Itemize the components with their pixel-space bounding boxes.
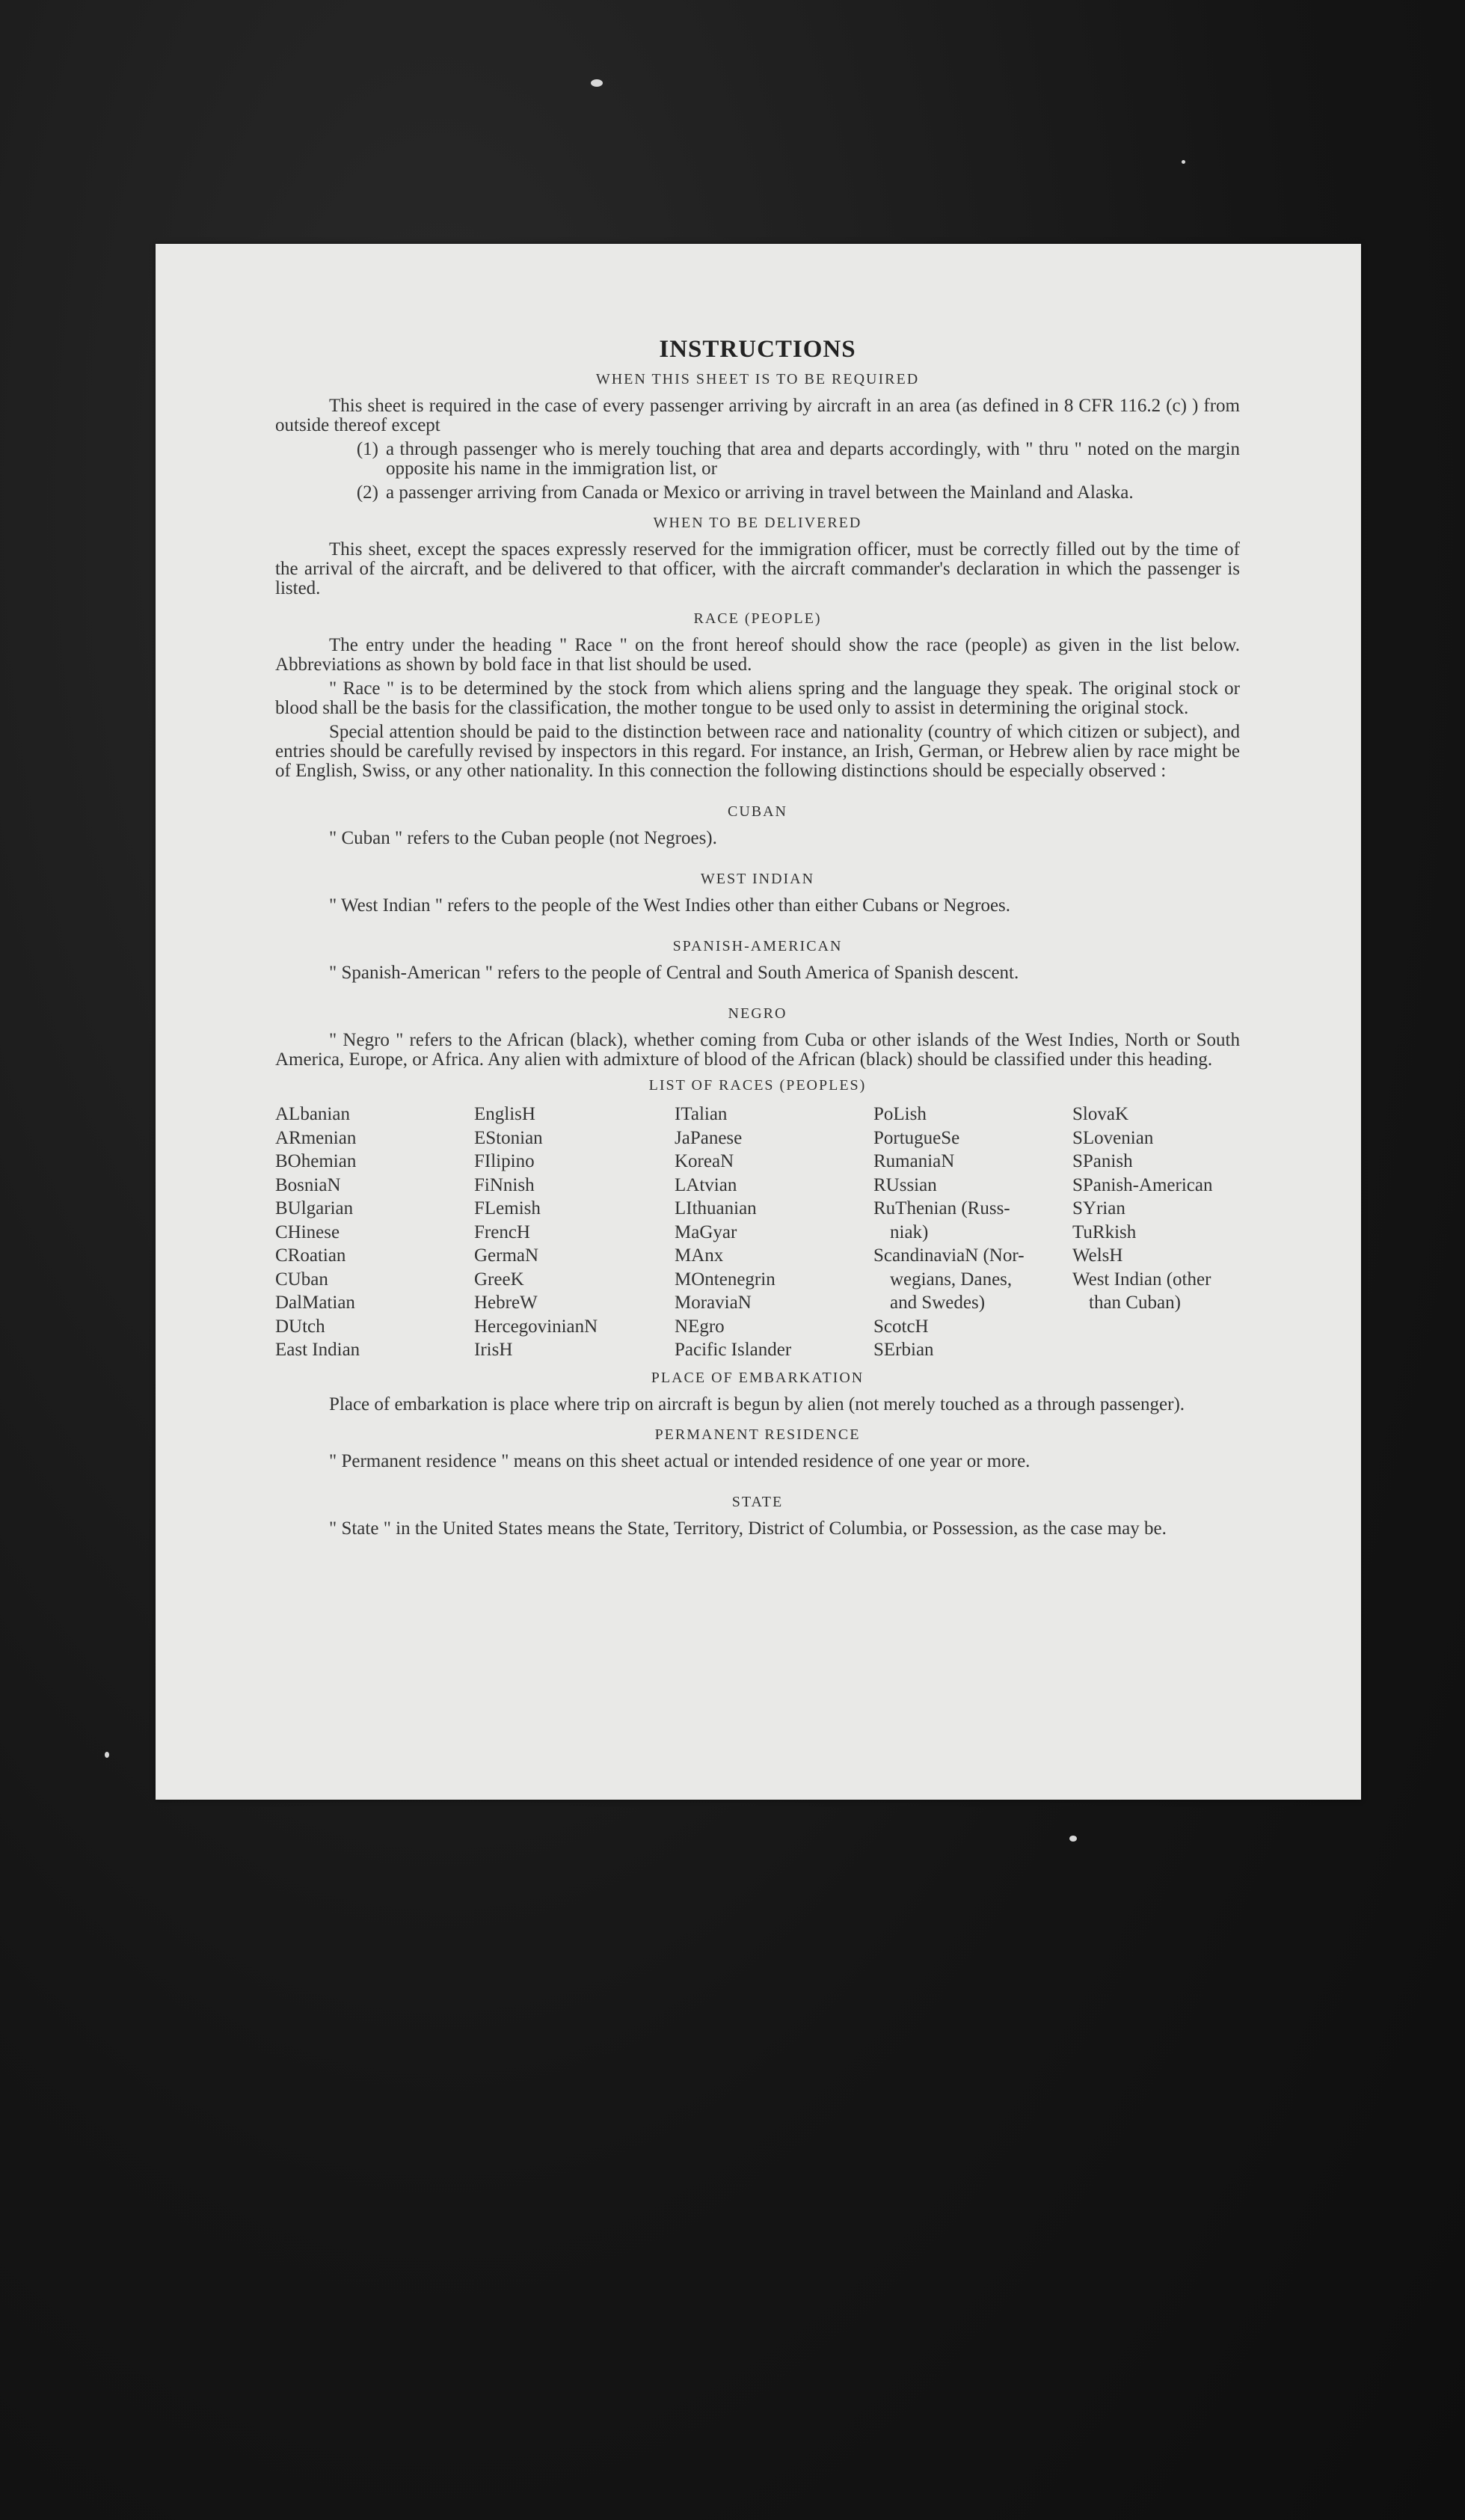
race-entry: JaPanese [675,1127,743,1148]
race-entry: FLemish [474,1198,541,1218]
race-entry: CUban [275,1269,328,1290]
race-entry: RumaniaN [873,1151,955,1171]
exception-number: (1) [356,439,378,459]
race-entry: CHinese [275,1221,340,1242]
section-heading-when-delivered: WHEN TO BE DELIVERED [653,515,862,531]
spanish-american-text: " Spanish-American " refers to the people of Central and South America of Spanish descent. [329,963,1019,983]
scan-speck [1182,160,1185,164]
race-entry: GreeK [474,1269,524,1290]
scan-speck [105,1752,109,1758]
race-entry: and Swedes) [890,1293,986,1313]
section-heading-state: STATE [731,1493,784,1510]
race-paragraph-1: The entry under the heading " Race " on the front hereof should show the race (people) as given in the list below. Abbreviations as shown by bold face in that list should be used. [275,635,1240,675]
race-entry: WelsH [1072,1245,1123,1266]
race-entry: FrencH [474,1221,530,1242]
when-required-intro: This sheet is required in the case of every passenger arriving by aircraft in an area (as defined in 8 CFR 116.2 (c) ) from outside thereof except [275,396,1240,435]
race-entry: FiNnish [474,1174,535,1195]
exception-text: a through passenger who is merely touching that area and departs accordingly, with " thru " noted on the margin opposite his name in the immigration list, or [386,439,1240,479]
race-entry: SPanish-American [1072,1174,1213,1195]
race-entry: RUssian [873,1174,937,1195]
west-indian-text: " West Indian " refers to the people of the West Indies other than either Cubans or Negroes. [329,895,1011,916]
race-entry: CRoatian [275,1245,346,1266]
race-entry: MoraviaN [675,1293,752,1313]
race-entry: BosniaN [275,1174,341,1195]
race-entry: SLovenian [1072,1127,1154,1148]
race-entry: Pacific Islander [675,1340,792,1360]
race-entry: BUlgarian [275,1198,354,1218]
race-entry: MaGyar [675,1221,737,1242]
instruction-sheet [156,244,1361,1800]
race-entry: wegians, Danes, [890,1269,1013,1290]
race-entry: LIthuanian [675,1198,757,1218]
race-entry: DUtch [275,1316,325,1337]
scan-speck [591,79,603,87]
race-entry: PoLish [873,1104,927,1124]
race-column [873,1103,1072,1362]
race-paragraph-2: " Race " is to be determined by the stock from which aliens spring and the language they speak. The original stock or blood shall be the basis for the classification, the mother tongue to be used only to assist in determining the original stock. [275,678,1240,718]
race-paragraph-3: Special attention should be paid to the distinction between race and nationality (country of which citizen or subject), and entries should be carefully revised by inspectors in this regard. For instance, an Irish, German, or Hebrew alien by race might be of English, Swiss, or any other nationality. In this connection the following distinctions should be especially observed : [275,722,1240,781]
race-entry: KoreaN [675,1151,734,1171]
race-entry: MOntenegrin [675,1269,776,1290]
exception-item [275,440,1240,479]
when-delivered-text: This sheet, except the spaces expressly reserved for the immigration officer, must be correctly filled out by the time of the arrival of the aircraft, and be delivered to that officer, with the aircraft commander's declaration in which the passenger is listed. [275,539,1240,598]
race-entry: ARmenian [275,1127,357,1148]
section-heading-embarkation: PLACE OF EMBARKATION [651,1369,864,1386]
race-entry: SPanish [1072,1151,1133,1171]
race-entry: LAtvian [675,1174,737,1195]
section-heading-west-indian: WEST INDIAN [700,871,815,887]
race-entry: EnglisH [474,1104,535,1124]
race-entry: ALbanian [275,1104,350,1124]
exception-text: a passenger arriving from Canada or Mexico or arriving in travel between the Mainland and Alaska. [386,482,1134,503]
race-entry: than Cuban) [1089,1293,1181,1313]
race-entry: IrisH [474,1340,513,1360]
section-heading-when-required: WHEN THIS SHEET IS TO BE REQUIRED [595,371,920,387]
race-entry: PortugueSe [873,1127,960,1148]
section-heading-negro: NEGRO [728,1005,787,1022]
race-column [1072,1103,1244,1362]
race-entry: HercegovinianN [474,1316,598,1337]
embarkation-text: Place of embarkation is place where trip on aircraft is begun by alien (not merely touched as a through passenger). [329,1394,1185,1414]
cuban-text: " Cuban " refers to the Cuban people (not Negroes). [329,828,717,848]
race-column [275,1103,474,1362]
race-entry: FIlipino [474,1151,535,1171]
race-entry: niak) [890,1221,929,1242]
race-entry: ScotcH [873,1316,929,1337]
sheet-content [275,336,1240,1539]
race-column [474,1103,675,1362]
state-text: " State " in the United States means the State, Territory, District of Columbia, or Possession, as the case may be. [329,1518,1167,1539]
exception-number: (2) [356,482,378,503]
race-entry: NEgro [675,1316,725,1337]
race-entry: HebreW [474,1293,538,1313]
race-entry: West Indian (other [1072,1269,1211,1290]
section-heading-list-of-races: LIST OF RACES (PEOPLES) [648,1077,867,1094]
race-entry: SYrian [1072,1198,1125,1218]
section-heading-cuban: CUBAN [727,803,787,820]
race-entry: DalMatian [275,1293,355,1313]
race-entry: RuThenian (Russ- [873,1198,1010,1218]
race-column [675,1103,873,1362]
race-list [275,1103,1240,1362]
section-heading-residence: PERMANENT RESIDENCE [654,1426,861,1443]
residence-text: " Permanent residence " means on this sheet actual or intended residence of one year or more. [329,1450,1031,1471]
race-entry: SErbian [873,1340,934,1360]
section-heading-race: RACE (PEOPLE) [693,610,822,627]
race-entry: BOhemian [275,1151,357,1171]
exception-item [275,483,1240,503]
race-entry: SlovaK [1072,1104,1128,1124]
race-entry: ScandinaviaN (Nor- [873,1245,1025,1266]
race-entry: MAnx [675,1245,724,1266]
scan-speck [1069,1836,1077,1842]
section-heading-spanish-american: SPANISH-AMERICAN [672,938,843,954]
race-entry: ITalian [675,1104,728,1124]
race-entry: TuRkish [1072,1221,1137,1242]
race-entry: EStonian [474,1127,543,1148]
race-entry: East Indian [275,1340,360,1360]
negro-text: " Negro " refers to the African (black), whether coming from Cuba or other islands of the West Indies, North or South America, Europe, or Africa. Any alien with admixture of blood of the African (black) should be classified under this heading. [275,1030,1240,1070]
race-entry: GermaN [474,1245,539,1266]
page-title: INSTRUCTIONS [659,336,856,363]
